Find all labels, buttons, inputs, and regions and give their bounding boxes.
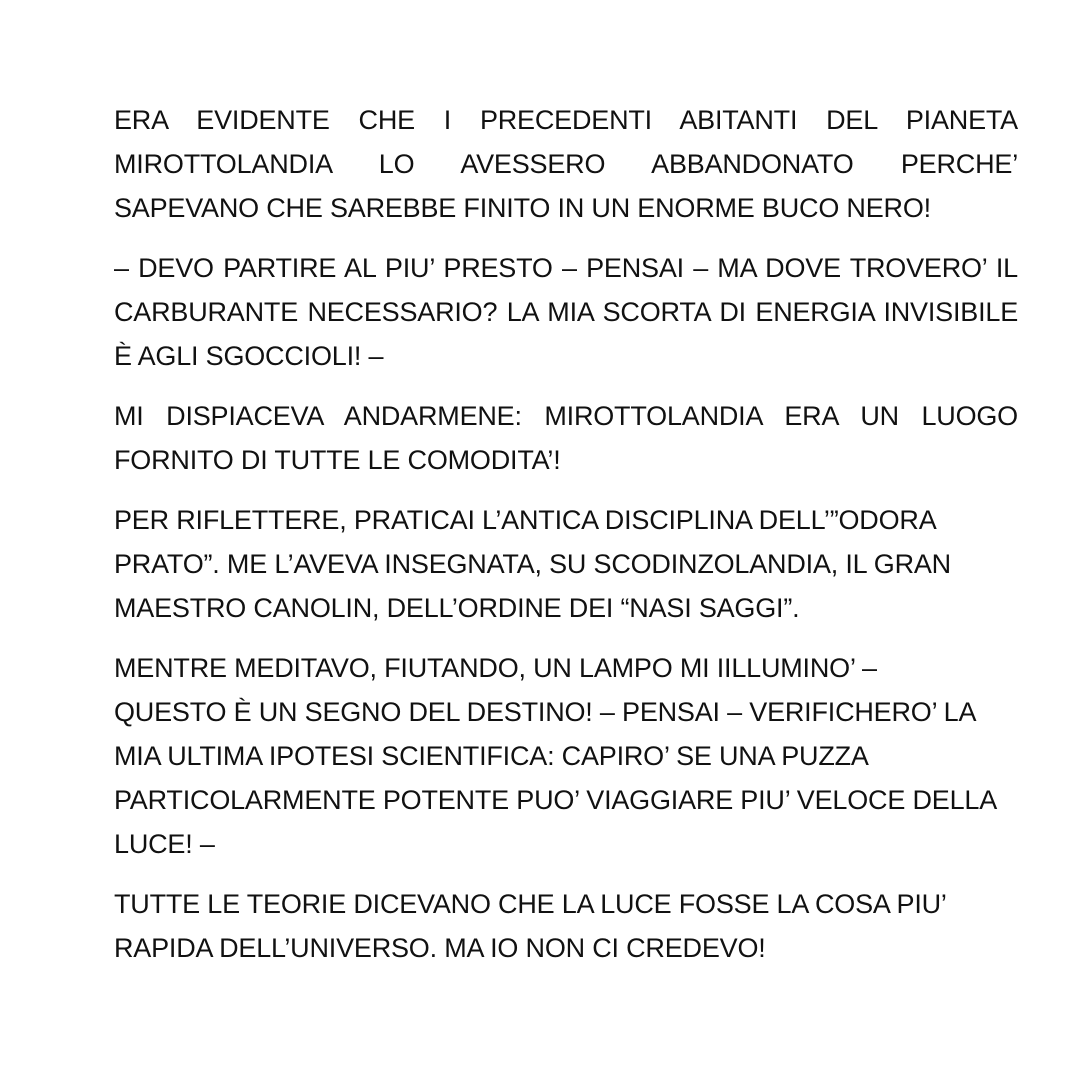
text-line: MAESTRO CANOLIN, DELL’ORDINE DEI “NASI SAGGI”. [114,593,800,623]
paragraph-4 [114,498,1018,630]
text-line: LUCE! – [114,829,215,859]
text-line: ERA EVIDENTE CHE I PRECEDENTI ABITANTI DEL PIANETA [114,105,1018,135]
text-line: SAPEVANO CHE SAREBBE FINITO IN UN ENORME BUCO NERO! [114,193,931,223]
text-line: È AGLI SGOCCIOLI! – [114,341,384,371]
text-line: FORNITO DI TUTTE LE COMODITA’! [114,445,561,475]
text-line: MIA ULTIMA IPOTESI SCIENTIFICA: CAPIRO’ SE UNA PUZZA [114,741,869,771]
text-line: QUESTO È UN SEGNO DEL DESTINO! – PENSAI – VERIFICHERO’ LA [114,697,977,727]
paragraph-1 [114,98,1018,230]
text-line: CARBURANTE NECESSARIO? LA MIA SCORTA DI ENERGIA INVISIBILE [114,297,1018,327]
text-line: TUTTE LE TEORIE DICEVANO CHE LA LUCE FOSSE LA COSA PIU’ [114,889,947,919]
text-line: RAPIDA DELL’UNIVERSO. MA IO NON CI CREDEVO! [114,933,766,963]
paragraph-6 [114,882,1018,970]
text-line: – DEVO PARTIRE AL PIU’ PRESTO – PENSAI – MA DOVE TROVERO’ IL [114,253,1018,283]
text-line: MENTRE MEDITAVO, FIUTANDO, UN LAMPO MI IILLUMINO’ – [114,653,877,683]
text-line: MI DISPIACEVA ANDARMENE: MIROTTOLANDIA ERA UN LUOGO [114,401,1018,431]
text-line: PARTICOLARMENTE POTENTE PUO’ VIAGGIARE PIU’ VELOCE DELLA [114,785,998,815]
paragraph-2 [114,246,1018,378]
paragraph-3 [114,394,1018,482]
paragraph-5 [114,646,1018,866]
story-text [114,98,1018,986]
text-line: MIROTTOLANDIA LO AVESSERO ABBANDONATO PERCHE’ [114,149,1018,179]
text-line: PRATO”. ME L’AVEVA INSEGNATA, SU SCODINZOLANDIA, IL GRAN [114,549,951,579]
text-line: PER RIFLETTERE, PRATICAI L’ANTICA DISCIPLINA DELL’”ODORA [114,505,937,535]
